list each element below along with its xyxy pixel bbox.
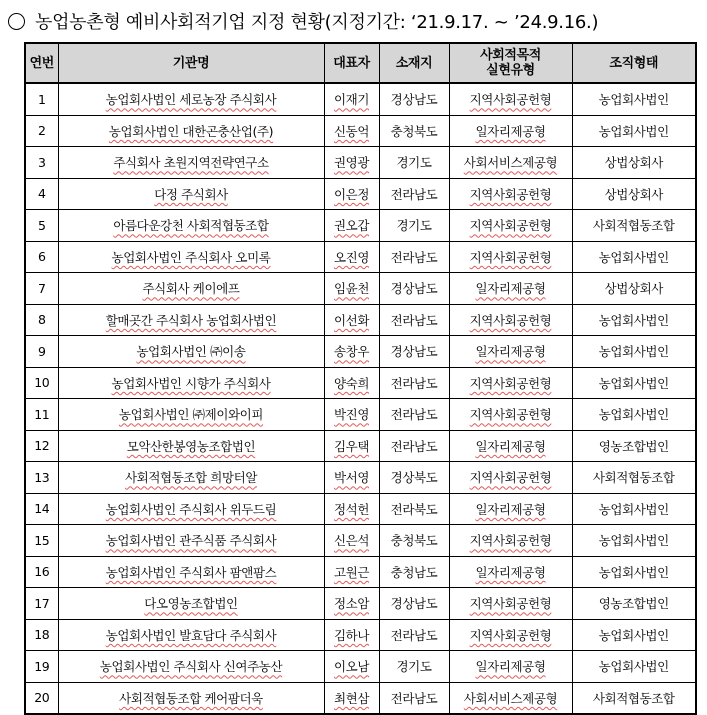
cell-loc [379,273,449,305]
cell-purpose-text: 지역사회공헌형 [469,375,552,391]
cell-purpose-text: 지역사회공헌형 [469,407,552,423]
cell-org-text: 농업회사법인 주식회사 팜앤팜스 [105,564,277,580]
cell-org-text: 농업회사법인 시향가 주식회사 [111,375,271,391]
cell-purpose-text: 지역사회공헌형 [469,627,552,643]
cell-loc [379,619,449,651]
cell-loc-text: 경기도 [396,218,432,234]
cell-loc-text: 경기도 [396,659,432,675]
cell-form [572,304,696,336]
cell-purpose [449,115,572,147]
table-row [25,336,696,368]
cell-org [58,115,324,147]
cell-rep [324,619,379,651]
cell-loc [379,493,449,525]
cell-rep-text: 고원근 [333,564,370,580]
cell-purpose-text: 사회서비스제공형 [463,155,558,171]
cell-no [25,336,58,368]
cell-no [25,241,58,273]
cell-form [572,525,696,557]
cell-no [25,367,58,399]
cell-no-text: 19 [34,658,50,674]
header-form: 조직형태 [572,43,696,83]
cell-no-text: 6 [37,249,46,265]
cell-org [58,147,324,179]
cell-org-text: 모악산한봉영농조합법인 [126,438,256,454]
cell-loc [379,83,449,115]
table-row [25,147,696,179]
cell-purpose-text: 지역사회공헌형 [469,470,552,486]
cell-purpose-text: 지역사회공헌형 [469,92,552,108]
cell-purpose-text: 일자리제공형 [475,344,546,360]
cell-no-text: 17 [34,595,50,611]
cell-org-text: 농업회사법인 관주식품 주식회사 [105,533,277,549]
cell-form-text: 영농조합법인 [598,596,669,612]
cell-form [572,210,696,242]
cell-purpose [449,556,572,588]
cell-no-text: 12 [34,438,50,454]
cell-form-text: 영농조합법인 [598,438,669,454]
cell-purpose-text: 지역사회공헌형 [469,218,552,234]
cell-purpose-text: 지역사회공헌형 [469,533,552,549]
cell-loc-text: 전라남도 [390,690,438,706]
cell-org [58,178,324,210]
cell-form-text: 사회적협동조합 [592,690,675,706]
cell-form-text: 농업회사법인 [598,564,669,580]
cell-loc-text: 충청북도 [390,123,438,139]
cell-loc [379,588,449,620]
cell-purpose [449,651,572,683]
cell-rep [324,399,379,431]
cell-rep-text: 김우택 [333,438,370,454]
cell-loc-text: 전라남도 [390,407,438,423]
cell-rep-text: 이은정 [333,186,370,202]
cell-no-text: 2 [37,123,46,139]
cell-loc-text: 경상남도 [390,92,438,108]
cell-purpose-text: 일자리제공형 [475,123,546,139]
cell-no [25,619,58,651]
cell-no [25,115,58,147]
cell-no [25,651,58,683]
cell-form-text: 사회적협동조합 [592,470,675,486]
cell-no [25,210,58,242]
cell-no-text: 11 [34,406,50,422]
cell-rep-text: 송창우 [333,344,370,360]
cell-loc [379,462,449,494]
cell-no-text: 10 [34,375,50,391]
cell-purpose [449,147,572,179]
cell-rep-text: 임윤천 [333,281,370,297]
cell-loc [379,304,449,336]
cell-form-text: 농업회사법인 [598,123,669,139]
cell-purpose [449,399,572,431]
header-purpose-line1: 사회적목적 [480,48,541,63]
cell-purpose [449,210,572,242]
circle-bullet-icon [8,13,25,30]
cell-no-text: 7 [37,280,46,296]
cell-rep [324,304,379,336]
cell-loc [379,336,449,368]
cell-no-text: 13 [34,469,50,485]
cell-purpose-text: 지역사회공헌형 [469,312,552,328]
cell-org [58,430,324,462]
cell-loc-text: 경상북도 [390,470,438,486]
cell-purpose-text: 지역사회공헌형 [469,249,552,265]
cell-purpose-text: 일자리제공형 [475,281,546,297]
cell-purpose [449,336,572,368]
cell-rep-text: 신은석 [333,533,370,549]
cell-org [58,588,324,620]
cell-no-text: 1 [37,91,46,107]
cell-form [572,367,696,399]
cell-no [25,147,58,179]
cell-org-text: 주식회사 초원지역전략연구소 [113,155,269,171]
cell-rep [324,83,379,115]
cell-no [25,399,58,431]
table-row [25,525,696,557]
cell-org [58,336,324,368]
cell-loc-text: 전라남도 [390,249,438,265]
cell-purpose [449,304,572,336]
cell-no-text: 20 [34,690,50,706]
table-row [25,462,696,494]
header-purpose-line2: 실현유형 [486,63,535,78]
cell-loc [379,651,449,683]
table-header-row [25,43,696,83]
cell-rep [324,336,379,368]
cell-no-text: 15 [34,532,50,548]
cell-org [58,556,324,588]
cell-org-text: 농업회사법인 ㈜이송 [136,344,246,360]
document-title [6,8,598,38]
table-row [25,651,696,683]
cell-no [25,304,58,336]
cell-org [58,241,324,273]
cell-org-text: 다정 주식회사 [154,186,228,202]
cell-form-text: 농업회사법인 [598,312,669,328]
cell-purpose-text: 일자리제공형 [475,438,546,454]
header-rep: 대표자 [324,43,379,83]
cell-form-text: 상법상회사 [604,186,663,202]
cell-loc-text: 전라남도 [390,375,438,391]
cell-rep-text: 오진영 [333,249,370,265]
cell-rep [324,430,379,462]
cell-form [572,83,696,115]
table-row [25,556,696,588]
cell-no-text: 14 [34,501,50,517]
table-row [25,241,696,273]
cell-loc [379,115,449,147]
cell-purpose [449,619,572,651]
cell-org-text: 사회적협동조합 희망터알 [125,470,257,486]
cell-no [25,430,58,462]
cell-org [58,619,324,651]
cell-rep-text: 정소암 [333,596,370,612]
cell-rep-text: 권오갑 [333,218,370,234]
cell-rep-text: 김하나 [333,627,370,643]
cell-org [58,210,324,242]
cell-rep [324,462,379,494]
cell-form [572,178,696,210]
cell-rep [324,178,379,210]
table-row [25,304,696,336]
cell-org-text: 농업회사법인 ㈜제이와이피 [118,407,264,423]
cell-form-text: 농업회사법인 [598,501,669,517]
cell-no [25,525,58,557]
cell-no [25,462,58,494]
cell-form-text: 상법상회사 [604,281,663,297]
cell-purpose-text: 사회서비스제공형 [463,690,558,706]
table-row [25,273,696,305]
cell-no-text: 5 [37,217,46,233]
table-row [25,588,696,620]
cell-loc [379,556,449,588]
cell-rep-text: 이재기 [333,92,370,108]
cell-form-text: 상법상회사 [604,155,663,171]
cell-no-text: 3 [37,154,46,170]
cell-rep-text: 정석헌 [333,501,370,517]
cell-rep-text: 신동억 [333,123,370,139]
cell-no [25,273,58,305]
cell-form-text: 농업회사법인 [598,92,669,108]
cell-purpose [449,83,572,115]
cell-no [25,493,58,525]
cell-loc [379,178,449,210]
cell-rep [324,241,379,273]
cell-org-text: 농업회사법인 주식회사 신여주농산 [99,659,283,675]
cell-org-text: 농업회사법인 세로농장 주식회사 [105,92,277,108]
cell-no [25,556,58,588]
cell-purpose [449,178,572,210]
cell-org-text: 아름다운강천 사회적협동조합 [113,218,269,234]
cell-loc-text: 전라북도 [390,501,438,517]
table-row [25,682,696,714]
cell-rep [324,367,379,399]
cell-form-text: 사회적협동조합 [592,218,675,234]
cell-purpose [449,493,572,525]
cell-no [25,178,58,210]
cell-org-text: 주식회사 케이에프 [142,281,240,297]
cell-rep-text: 박진영 [333,407,370,423]
cell-loc-text: 경상남도 [390,596,438,612]
cell-form [572,682,696,714]
designation-table [24,42,697,715]
cell-org [58,83,324,115]
cell-rep [324,556,379,588]
cell-rep [324,210,379,242]
table-row [25,115,696,147]
cell-loc [379,210,449,242]
table-row [25,367,696,399]
cell-form-text: 농업회사법인 [598,249,669,265]
cell-loc-text: 경상남도 [390,344,438,360]
cell-org [58,367,324,399]
cell-org [58,682,324,714]
cell-form [572,273,696,305]
cell-form [572,115,696,147]
cell-loc [379,241,449,273]
cell-loc [379,367,449,399]
cell-loc-text: 경기도 [396,155,432,171]
cell-purpose [449,462,572,494]
table-row [25,430,696,462]
cell-form [572,336,696,368]
cell-no [25,682,58,714]
cell-org-text: 할매곳간 주식회사 농업회사법인 [105,312,277,328]
cell-no-text: 9 [37,343,46,359]
cell-org [58,462,324,494]
cell-form-text: 농업회사법인 [598,627,669,643]
cell-loc [379,399,449,431]
cell-org-text: 다오영농조합법인 [144,596,238,612]
cell-org [58,304,324,336]
cell-no-text: 4 [37,186,46,202]
header-org: 기관명 [58,43,324,83]
cell-form-text: 농업회사법인 [598,344,669,360]
cell-rep [324,651,379,683]
cell-purpose [449,682,572,714]
cell-form [572,493,696,525]
cell-rep [324,493,379,525]
cell-purpose [449,430,572,462]
header-purpose [449,43,572,83]
cell-rep [324,273,379,305]
cell-org-text: 농업회사법인 대한곤충산업(주) [108,123,274,139]
cell-loc-text: 전라남도 [390,312,438,328]
cell-rep-text: 박서영 [333,470,370,486]
cell-loc-text: 전라남도 [390,627,438,643]
cell-no-text: 16 [34,564,50,580]
cell-org [58,493,324,525]
table-row [25,210,696,242]
cell-form [572,556,696,588]
cell-no [25,83,58,115]
cell-rep [324,525,379,557]
cell-rep-text: 이오남 [333,659,370,675]
cell-loc [379,147,449,179]
cell-purpose-text: 일자리제공형 [475,564,546,580]
cell-loc-text: 충청북도 [390,533,438,549]
cell-rep-text: 최현삼 [333,690,370,706]
cell-loc [379,430,449,462]
cell-form-text: 농업회사법인 [598,659,669,675]
cell-purpose-text: 일자리제공형 [475,659,546,675]
cell-org [58,651,324,683]
cell-rep [324,115,379,147]
cell-rep-text: 양숙희 [333,375,370,391]
cell-org [58,273,324,305]
cell-purpose-text: 지역사회공헌형 [469,596,552,612]
cell-rep-text: 이선화 [333,312,370,328]
cell-no [25,588,58,620]
cell-rep [324,682,379,714]
document-title-text: 농업농촌형 예비사회적기업 지정 현황(지정기간: ‘21.9.17. ~ ’24.9.16.) [35,12,599,33]
cell-loc-text: 전라남도 [390,438,438,454]
cell-no-text: 18 [34,627,50,643]
cell-no-text: 8 [37,312,46,328]
cell-loc-text: 전라남도 [390,186,438,202]
cell-loc [379,525,449,557]
cell-rep [324,147,379,179]
cell-rep [324,588,379,620]
cell-form [572,619,696,651]
cell-purpose [449,241,572,273]
cell-loc-text: 경상남도 [390,281,438,297]
cell-form-text: 농업회사법인 [598,407,669,423]
cell-org-text: 사회적협동조합 케어팜더욱 [119,690,263,706]
cell-loc [379,682,449,714]
table-row [25,619,696,651]
cell-purpose [449,273,572,305]
cell-purpose-text: 일자리제공형 [475,501,546,517]
header-no: 연번 [25,43,58,83]
cell-loc-text: 충청남도 [390,564,438,580]
cell-purpose [449,525,572,557]
cell-org-text: 농업회사법인 주식회사 위두드림 [105,501,277,517]
header-loc: 소재지 [379,43,449,83]
table-row [25,399,696,431]
cell-form [572,430,696,462]
cell-form-text: 농업회사법인 [598,375,669,391]
cell-org [58,399,324,431]
cell-form [572,399,696,431]
table-row [25,493,696,525]
cell-org [58,525,324,557]
cell-purpose-text: 지역사회공헌형 [469,186,552,202]
cell-purpose [449,588,572,620]
cell-form [572,462,696,494]
cell-purpose [449,367,572,399]
cell-form [572,588,696,620]
cell-form [572,651,696,683]
cell-rep-text: 권영광 [333,155,370,171]
cell-org-text: 농업회사법인 주식회사 오미록 [111,249,271,265]
cell-form-text: 농업회사법인 [598,533,669,549]
table-row [25,83,696,115]
cell-form [572,241,696,273]
table-row [25,178,696,210]
cell-org-text: 농업회사법인 발효담다 주식회사 [105,627,277,643]
cell-form [572,147,696,179]
